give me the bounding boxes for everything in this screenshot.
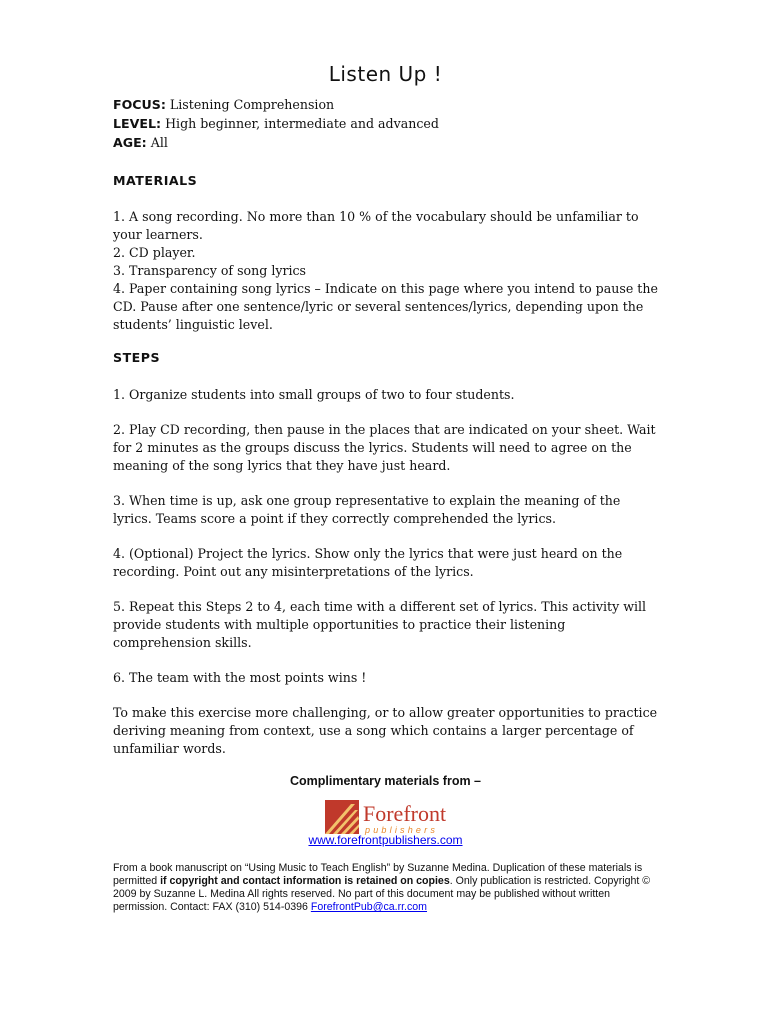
focus-row: [113, 96, 439, 115]
logo-wordmark: Forefront: [363, 801, 447, 826]
step-1: 1. Organize students into small groups of two to four students.: [113, 387, 515, 402]
focus-value: Listening Comprehension: [169, 97, 335, 112]
complimentary-label: Complimentary materials from –: [289, 774, 482, 788]
level-label: LEVEL:: [113, 116, 162, 131]
lesson-meta: [113, 96, 439, 153]
logo-subtitle: publishers: [365, 825, 439, 835]
publisher-website-link[interactable]: www.forefrontpublishers.com: [308, 833, 463, 847]
logo-rays-icon: [325, 800, 359, 834]
copyright-footer: [113, 862, 653, 914]
step-6: 6. The team with the most points wins !: [113, 670, 367, 685]
materials-list: [113, 208, 658, 334]
steps-heading: STEPS: [113, 350, 161, 365]
level-row: [113, 115, 439, 134]
footer-bold-text: if copyright and contact information is retained on copies: [160, 875, 450, 887]
footer-text-before: From a book manuscript on “Using Music to Teach English” by Suzanne Medina. Duplication of these materials is permitted: [113, 862, 643, 887]
materials-heading: MATERIALS: [113, 173, 198, 188]
age-value: All: [150, 135, 168, 150]
step-5: 5. Repeat this Steps 2 to 4, each time with a different set of lyrics. This activity will provide students with multiple opportunities to practice their listening comprehension skills.: [113, 599, 647, 650]
age-label: AGE:: [113, 135, 147, 150]
forefront-logo: [325, 800, 485, 836]
age-row: [113, 134, 439, 153]
contact-email-link[interactable]: ForefrontPub@ca.rr.com: [310, 901, 428, 913]
materials-item: 4. Paper containing song lyrics – Indicate on this page where you intend to pause the CD. Pause after one sentence/lyric or several sentences/lyrics, depending upon the students’ linguistic level.: [113, 281, 658, 332]
document-title: Listen Up !: [328, 62, 443, 86]
footer-text-after: . Only publication is restricted. Copyright © 2009 by Suzanne L. Medina All rights reserved. No part of this document may be published without written permission. Contact: FAX (310) 514-0396: [113, 875, 651, 913]
materials-item: 2. CD player.: [113, 245, 196, 260]
materials-item: 3. Transparency of song lyrics: [113, 263, 307, 278]
materials-item: 1. A song recording. No more than 10 % of the vocabulary should be unfamiliar to your learners.: [113, 209, 639, 242]
step-2: 2. Play CD recording, then pause in the places that are indicated on your sheet. Wait for 2 minutes as the groups discuss the lyrics. Students will need to agree on the meaning of the song lyrics that they have just heard.: [113, 422, 656, 473]
focus-label: FOCUS:: [113, 97, 166, 112]
step-4: 4. (Optional) Project the lyrics. Show only the lyrics that were just heard on the recording. Point out any misinterpretations of the lyrics.: [113, 546, 623, 579]
level-value: High beginner, intermediate and advanced: [165, 116, 439, 131]
step-3: 3. When time is up, ask one group representative to explain the meaning of the lyrics. Teams score a point if they correctly comprehended the lyrics.: [113, 493, 621, 526]
closing-paragraph: To make this exercise more challenging, or to allow greater opportunities to practice deriving meaning from context, use a song which contains a larger percentage of unfamiliar words.: [113, 705, 658, 756]
